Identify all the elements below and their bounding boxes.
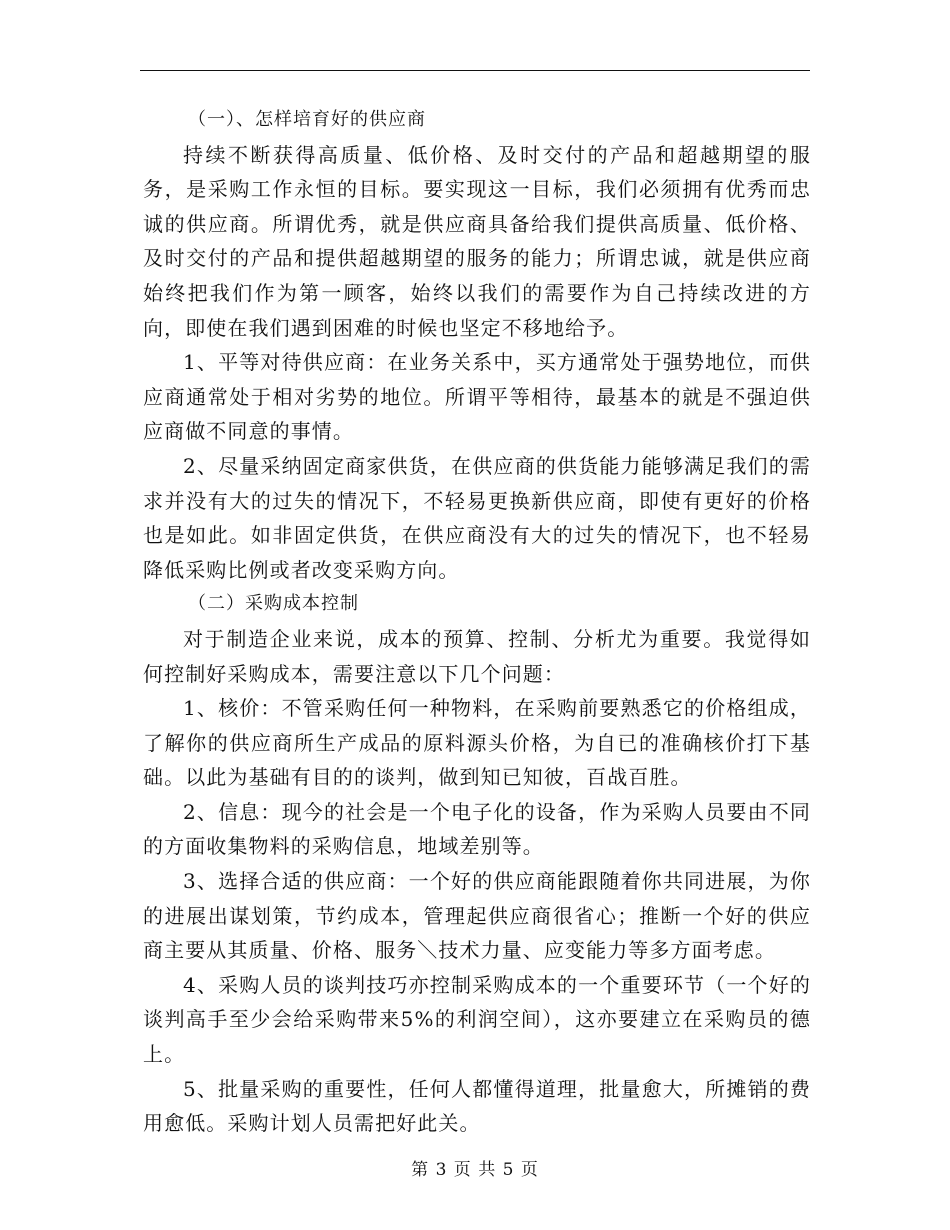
paragraph-cost-item-5: 5、批量采购的重要性，任何人都懂得道理，批量愈大，所摊销的费用愈低。采购计划人员需把好此关。: [143, 1076, 811, 1136]
header-rule: [140, 70, 810, 71]
paragraph-item-1: 1、平等对待供应商：在业务关系中，买方通常处于强势地位，而供应商通常处于相对劣势的地位。所谓平等相待，最基本的就是不强迫供应商做不同意的事情。: [143, 350, 811, 444]
paragraph-item-2: 2、尽量采纳固定商家供货，在供应商的供货能力能够满足我们的需求并没有大的过失的情况下，不轻易更换新供应商，即使有更好的价格也是如此。如非固定供货，在供应商没有大的过失的情况下，也不轻易降低采购比例或者改变采购方向。: [143, 453, 811, 582]
page-number-footer: 第 3 页 共 5 页: [411, 1160, 539, 1180]
document-body: [143, 103, 811, 1141]
section-heading-1: （一）、怎样培育好的供应商: [188, 109, 426, 130]
paragraph-cost-intro: 对于制造企业来说，成本的预算、控制、分析尤为重要。我觉得如何控制好采购成本，需要注意以下几个问题：: [143, 626, 811, 686]
section-heading-2: （二）采购成本控制: [188, 593, 359, 615]
paragraph-cost-item-3: 3、选择合适的供应商：一个好的供应商能跟随着你共同进展，为你的进展出谋划策，节约成本，管理起供应商很省心；推断一个好的供应商主要从其质量、价格、服务＼技术力量、应变能力等多方面考虑。: [143, 869, 811, 963]
paragraph-cost-item-4: 4、采购人员的谈判技巧亦控制采购成本的一个重要环节（一个好的谈判高手至少会给采购带来5%的利润空间），这亦要建立在采购员的德上。: [143, 972, 811, 1067]
paragraph-cost-item-2: 2、信息：现今的社会是一个电子化的设备，作为采购人员要由不同的方面收集物料的采购信息，地域差别等。: [143, 799, 811, 859]
paragraph-cost-item-1: 1、核价：不管采购任何一种物料，在采购前要熟悉它的价格组成，了解你的供应商所生产成品的原料源头价格，为自已的准确核价打下基础。以此为基础有目的的谈判，做到知已知彼，百战百胜。: [143, 696, 811, 790]
paragraph-intro: 持续不断获得高质量、低价格、及时交付的产品和超越期望的服务，是采购工作永恒的目标。要实现这一目标，我们必须拥有优秀而忠诚的供应商。所谓优秀，就是供应商具备给我们提供高质量、低价格、及时交付的产品和提供超越期望的服务的能力；所谓忠诚，就是供应商始终把我们作为第一顾客，始终以我们的需要作为自己持续改进的方向，即使在我们遇到困难的时候也坚定不移地给予。: [143, 142, 811, 340]
